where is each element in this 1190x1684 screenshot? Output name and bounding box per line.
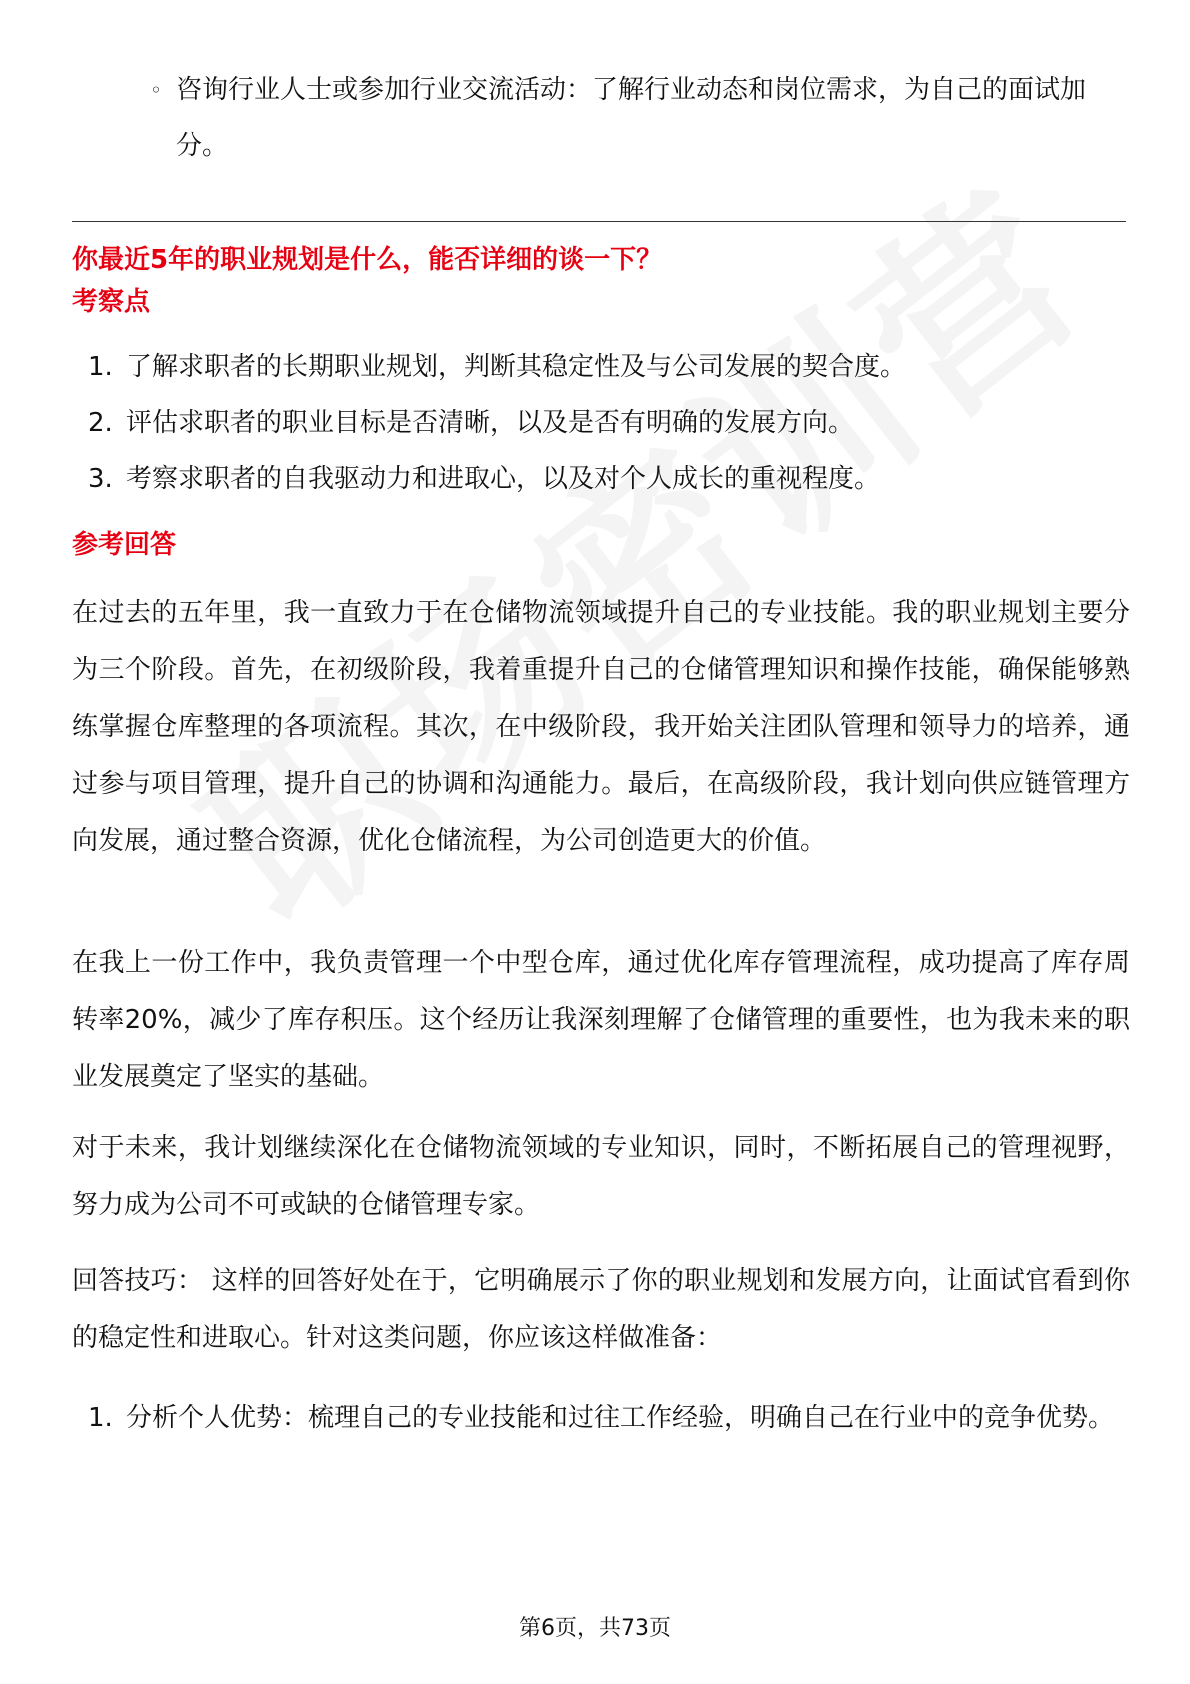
page-footer: 第6页，共73页 (519, 1616, 671, 1641)
sub-bullet-text: 咨询行业人士或参加行业交流活动：了解行业动态和岗位需求，为自己的面试加分。 (176, 75, 1087, 161)
list-item (80, 1390, 1130, 1446)
list-number: 3. (88, 464, 113, 494)
answer-paragraph: 在我上一份工作中，我负责管理一个中型仓库，通过优化库存管理流程，成功提高了库存周转率20%，减少了库存积压。这个经历让我深刻理解了仓储管理的重要性，也为我未来的职业发展奠定了坚实的基础。 (72, 948, 1130, 1092)
list-item-text: 评估求职者的职业目标是否清晰，以及是否有明确的发展方向。 (126, 408, 855, 438)
sub-bullet-item (150, 62, 1110, 174)
question-heading: 你最近5年的职业规划是什么，能否详细的谈一下？ (72, 245, 663, 275)
answer-paragraph: 对于未来，我计划继续深化在仓储物流领域的专业知识，同时，不断拓展自己的管理视野，努力成为公司不可或缺的仓储管理专家。 (72, 1133, 1130, 1220)
list-item-text: 考察求职者的自我驱动力和进取心，以及对个人成长的重视程度。 (126, 464, 881, 494)
section-divider (72, 221, 1126, 222)
list-number: 1. (88, 1403, 113, 1433)
list-number: 1. (88, 352, 113, 382)
reference-answer-heading: 参考回答 (72, 530, 177, 560)
exam-points-list (80, 339, 1130, 507)
list-item (80, 339, 1130, 395)
list-item-text: 了解求职者的长期职业规划，判断其稳定性及与公司发展的契合度。 (126, 352, 907, 382)
list-number: 2. (88, 408, 113, 438)
list-item (80, 451, 1130, 507)
exam-points-heading: 考察点 (72, 287, 151, 317)
answer-tips-paragraph: 回答技巧： 这样的回答好处在于，它明确展示了你的职业规划和发展方向，让面试官看到你的稳定性和进取心。针对这类问题，你应该这样做准备： (72, 1266, 1130, 1353)
hollow-bullet-icon: ◦ (150, 78, 162, 102)
list-item (80, 395, 1130, 451)
prep-list (80, 1390, 1130, 1446)
answer-paragraph: 在过去的五年里，我一直致力于在仓储物流领域提升自己的专业技能。我的职业规划主要分为三个阶段。首先，在初级阶段，我着重提升自己的仓储管理知识和操作技能，确保能够熟练掌握仓库整理的各项流程。其次，在中级阶段，我开始关注团队管理和领导力的培养，通过参与项目管理，提升自己的协调和沟通能力。最后，在高级阶段，我计划向供应链管理方向发展，通过整合资源，优化仓储流程，为公司创造更大的价值。 (72, 598, 1130, 856)
list-item-text: 分析个人优势：梳理自己的专业技能和过往工作经验，明确自己在行业中的竞争优势。 (126, 1403, 1115, 1433)
